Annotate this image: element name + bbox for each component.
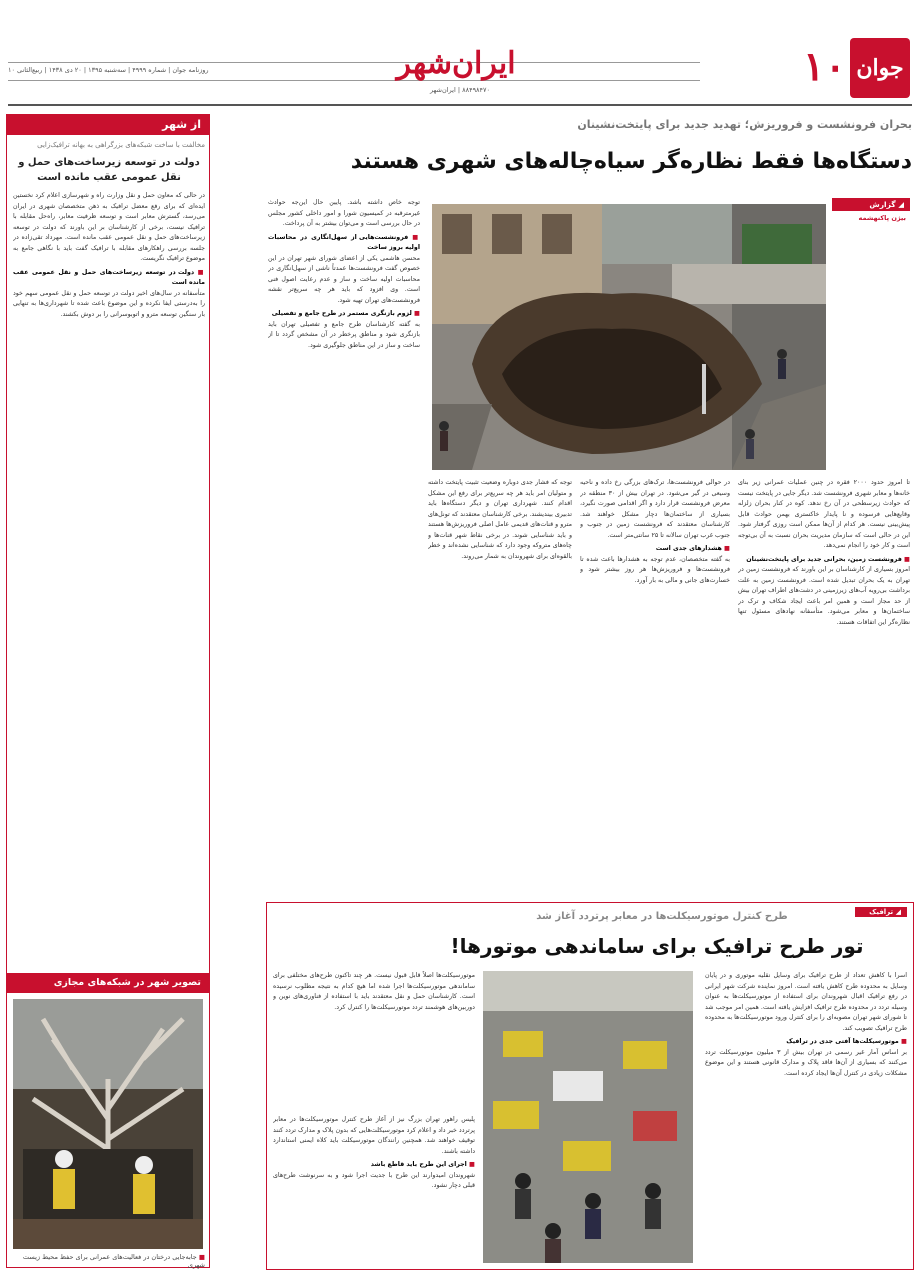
masthead-divider — [8, 104, 912, 106]
social-photo — [13, 999, 203, 1249]
logo-text: جوان — [856, 55, 904, 81]
traffic-tag-text: ترافیک — [869, 908, 894, 916]
traffic-col1b-text: بر اساس آمار غیر رسمی در تهران بیش از ۳ میلیون موتورسیکلت تردد می‌کنند که بسیاری از آن‌ها فاقد پلاک و مدارک قانونی هستند و این موضوع مشکلات زیادی در کنترل آن‌ها ایجاد کرده است. — [705, 1048, 907, 1077]
main-kicker: بحران فرونشست و فروریزش؛ تهدید جدید برای پایتخت‌نشینان — [577, 118, 912, 131]
tree-workers-illustration — [13, 999, 203, 1249]
report-tag-label — [832, 198, 910, 211]
main-col2-text: در حوالی فرونشست‌ها، ترک‌های بزرگی رخ داده و ناحیه وسیعی در گیر می‌شود. در تهران بیش از ۳۰ منطقه در معرض فرونشست قرار دارد و اگر اقدامی صورت نگیرد، بسیاری از ساختمان‌ها دچار مشکل خواهند شد. کارشناسان معتقدند که فرونشست زمین در جنوب و جنوب غرب تهران سالانه تا ۲۵ سانتی‌متر است. — [580, 479, 730, 539]
main-col4-subhead: ■ فرونشست‌هایی از سهل‌انگاری در محاسبات اولیه بروز ساخت — [268, 233, 420, 254]
traffic-headline: تور طرح ترافیک برای ساماندهی موتورها! — [450, 934, 864, 958]
social-header: تصویر شهر در شبکه‌های مجازی — [7, 973, 209, 993]
main-photo — [432, 204, 826, 470]
main-col-1 — [738, 478, 910, 898]
main-col3-text: توجه که فشار جدی دوباره وضعیت تثبیت پایتخت داشته و متولیان امر باید هر چه سریع‌تر برای رفع این مشکل اقدام کنند. شهرداری تهران و دیگر دستگاه‌ها باید تدبیری بیندیشند. برخی کارشناسان معتقدند که تونل‌های مترو و قنات‌های قدیمی عامل اصلی فروریزش‌ها هستند و باید شناسایی شوند. — [428, 479, 572, 539]
main-col1b-text: امروز بسیاری از کارشناسان بر این باورند که فرونشست زمین در تهران به یک بحران تبدیل شده است. فرونشست زمین به علت برداشت بی‌رویه آب‌های زیرزمینی در دشت‌های اطراف تهران بیش از حد مجاز است و همین امر باعث ایجاد شکاف و ترک در ساختمان‌ها و معابر می‌شود. متأسفانه نهادهای مسئول تنها نظاره‌گر این اتفاقات هستند. — [738, 566, 910, 626]
caption-marker-icon: ■ — [196, 1253, 205, 1261]
traffic-col3-subhead: ■ اجرای این طرح باید قاطع باشد — [273, 1160, 475, 1171]
report-tag-text: گزارش — [869, 200, 896, 209]
section-contact: ۸۸۴۹۸۴۷۰ | ایران‌شهر — [429, 86, 491, 94]
report-tag — [832, 198, 910, 222]
main-col-4 — [268, 198, 420, 898]
sidebar-subhead: ■ دولت در توسعه زیرساخت‌های حمل و نقل عمومی عقب مانده است — [13, 268, 205, 289]
logo-number: ۱۰ — [803, 43, 846, 90]
main-col-2 — [580, 478, 730, 898]
sidebar-body — [13, 191, 205, 795]
main-col1-subhead: ■ فرونشست زمین، بحرانی جدید برای پایتخت‌نشینان — [738, 555, 910, 566]
sidebar-body2-text: متأسفانه در سال‌های اخیر دولت در توسعه حمل و نقل عمومی سهم خود را به‌درستی ایفا نکرده و این موضوع باعث شده تا شهرداری‌ها به تنهایی بار سنگین توسعه مترو و اتوبوسرانی را بر دوش بکشند. — [13, 289, 205, 318]
main-col4-text: توجه خاص داشته باشد. پایین حال این‌جه حوادث غیرمترقبه در کمیسیون شورا و امور داخلی کشور مجلس در حال بررسی است و می‌توان بیشتر به آن پرداخت. — [268, 199, 420, 227]
traffic-col2-text: موتورسیکلت‌ها اصلاً قابل قبول نیست. هر چند تاکنون طرح‌های مختلفی برای ساماندهی موتورسیکلت‌ها اجرا شده اما هیچ کدام به نتیجه مطلوب نرسیده است. کارشناسان حمل و نقل معتقدند باید با استفاده از فناوری‌های نوین و دوربین‌های هوشمند تردد موتورسیکلت‌ها را کنترل کرد. — [273, 972, 475, 1011]
sidebar-body-text: در حالی که معاون حمل و نقل وزارت راه و شهرسازی اعلام کرد نخستین ایده‌ای که برای رفع معضل ترافیک به ذهن متخصصان شهری در ایران می‌رسد، گسترش معابر است و توسعه ظرفیت معابر، راه‌حل مقابله با ترافیک نیست، برخی از کارشناسان بر این باورند که دولت در توسعه زیرساخت‌های حمل و نقل عمومی عقب مانده است. مهرداد تقی‌زاده در جلسه بررسی راهکارهای مقابله با ترافیک گفت باید با نگاهی جامع به موضوع ترافیک نگریست. — [13, 192, 205, 262]
main-col4b-text: محسن هاشمی یکی از اعضای شورای شهر تهران در این خصوص گفت فرونشست‌ها عمدتاً ناشی از سهل‌انگاری در محاسبات اولیه ساخت و ساز و عدم رعایت اصول فنی است. وی افزود که باید هر چه سریع‌تر نقشه فرونشست‌های تهران تهیه شود. — [268, 254, 420, 304]
traffic-col3-text: پلیس راهور تهران بزرگ نیز از آغاز طرح کنترل موتورسیکلت‌ها در معابر پرتردد خبر داد و اعلام کرد موتورسیکلت‌هایی که بدون پلاک و مدارک تردد کنند توقیف خواهند شد. همچنین رانندگان موتورسیکلت باید کلاه ایمنی استاندارد داشته باشند. — [273, 1116, 475, 1155]
traffic-col1-text: اسرا با کاهش تعداد از طرح ترافیک برای وسایل نقلیه موتوری و در پایان وسایل به محدوده طرح کاهش یافته است. امروز نماینده شرکت شهر ایرانی در رفع ترافیک اقبال شهروندان برای استفاده از موتورسیکلت‌ها به عنوان وسیله تردد در محدوده طرح ترافیک افزایش یافته است. همین امر موجب شد تا شورای شهر تهران مصوبه‌ای را برای کنترل ورود موتورسیکلت‌ها به محدوده طرح ترافیک تصویب کند. — [705, 972, 907, 1032]
newspaper-logo — [850, 38, 910, 98]
social-caption-text: جابه‌جایی درختان در فعالیت‌های عمرانی برای حفظ محیط زیست شهری — [22, 1253, 205, 1269]
date-info: روزنامه جوان | شماره ۴۹۹۹ | سه‌شنبه ۱۳۹۵ | ۲۰ دی ۱۴۳۸ | ربیع‌الثانی ۱۰ — [8, 66, 209, 74]
header-rule-top — [8, 62, 700, 63]
traffic-col-3 — [273, 1115, 475, 1265]
main-col1-text: تا امروز حدود ۲۰۰۰ فقره در چنین عملیات عمرانی زیر بنای خانه‌ها و معابر شهری فرونشست شد. دیگر جایی در پایتخت نیست که حوادث زیرسطحی در آن رخ ندهد. کوه در کنار بحران زلزله وقایع‌هایی فرسوده و نا پایدار خاکستری بهمن حوادث قابل پیش‌بینی نیست. هر کدام از آن‌ها ممکن است روزی گرفتار شود. این در حالی است که سازمان مدیریت بحران نسبت به آن بی‌توجه است و کار خود را انجام نمی‌دهد. — [738, 479, 910, 549]
traffic-col3b-text: شهروندان امیدوارند این طرح با جدیت اجرا شود و به سرنوشت طرح‌های قبلی دچار نشود. — [273, 1171, 475, 1189]
tag-arrow-icon: ◢ — [895, 200, 904, 209]
main-col2b-text: به گفته متخصصان، عدم توجه به هشدارها باعث شده تا فرونشست‌ها و فروریزش‌ها هر روز بیشتر شود و خسارت‌های جانی و مالی به بار آورد. — [580, 555, 730, 584]
sidebar — [6, 114, 210, 1268]
traffic-col-2 — [273, 971, 475, 1111]
motorcycles-photo — [483, 971, 693, 1263]
traffic-col1-subhead: ■ موتورسیکلت‌ها آفتی جدی در ترافیک — [705, 1037, 907, 1048]
author-name: بیژن پاکنهشمه — [858, 214, 906, 222]
sidebar-header: از شهر — [7, 115, 209, 135]
masthead — [0, 0, 920, 104]
sidebar-kicker: مخالفت با ساخت شبکه‌های بزرگراهی به بهانه ترافیک‌زایی — [37, 141, 205, 149]
header-rule-bottom — [8, 80, 700, 81]
sidebar-headline: دولت در توسعه زیرساخت‌های حمل و نقل عمومی عقب مانده است — [18, 157, 200, 183]
social-caption — [13, 1253, 205, 1269]
traffic-col-1 — [705, 971, 907, 1265]
main-col4-subhead2: ■ لزوم بازنگری مستمر در طرح جامع و تفصیلی — [268, 309, 420, 320]
traffic-tag-arrow-icon: ◢ — [893, 908, 901, 916]
section-title: ایران‌شهر — [396, 46, 516, 81]
traffic-box — [266, 902, 914, 1270]
main-col3b-text: در برخی نقاط شهر قنات‌ها و چاه‌های متروکه وجود دارد که شناسایی نشده‌اند و خطر بالقوه‌ای برای شهروندان به شمار می‌روند. — [428, 531, 572, 560]
traffic-kicker: طرح کنترل موتورسیکلت‌ها در معابر پرتردد آغاز شد — [536, 911, 788, 922]
main-headline: دستگاه‌ها فقط نظاره‌گر سیاه‌چاله‌های شهری هستند — [350, 149, 912, 174]
main-col2-subhead: ■ هشدارهای جدی است — [580, 544, 730, 555]
traffic-photo — [483, 971, 693, 1263]
sinkhole-photo — [432, 204, 826, 470]
main-col-3 — [428, 478, 572, 898]
main-col4c-text: به گفته کارشناسان طرح جامع و تفصیلی تهران باید بازنگری شود و مناطق پرخطر در آن مشخص گردد تا از ساخت و ساز در این مناطق جلوگیری شود. — [268, 320, 420, 349]
